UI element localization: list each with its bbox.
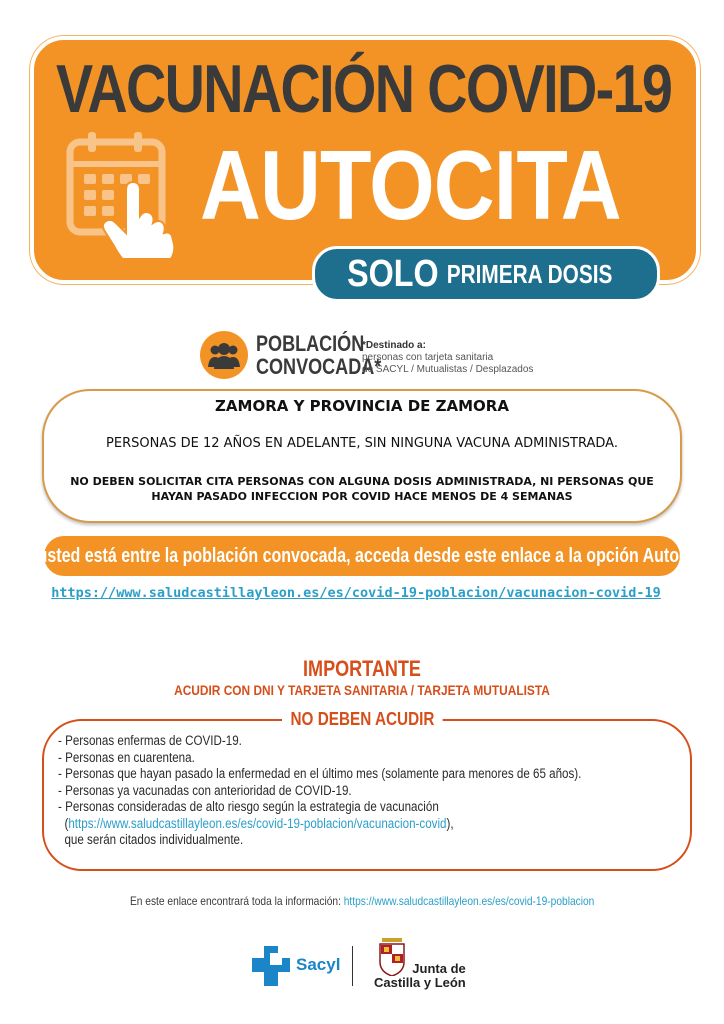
vacunacion-link[interactable]: https://www.saludcastillayleon.es/es/covid-19-poblacion/vacunacion-covid-19: [51, 585, 661, 601]
autocita-title: AUTOCITA: [200, 130, 621, 240]
poblacion-title-line1: POBLACIÓN: [256, 331, 365, 356]
list-item: que serán citados individualmente.: [64, 832, 244, 847]
list-item: - Personas enfermas de COVID-19.: [58, 733, 242, 748]
footer-text: En este enlace encontrará toda la información:: [129, 894, 341, 908]
importante-heading: IMPORTANTE: [303, 656, 421, 681]
zamora-warning: NO DEBEN SOLICITAR CITA PERSONAS CON ALGUNA DOSIS ADMINISTRADA, NI PERSONAS QUE HAYAN PASADO INFECCION POR COVID HACE MENOS DE 4 SEMANAS: [70, 475, 654, 503]
list-item-link-line: (https://www.saludcastillayleon.es/es/covid-19-poblacion/vacunacion-covid),: [64, 815, 454, 831]
list-item: - Personas ya vacunadas con anterioridad de COVID-19.: [58, 782, 352, 798]
footer-link[interactable]: https://www.saludcastillayleon.es/es/covid-19-poblacion: [343, 894, 595, 908]
page-title: VACUNACIÓN COVID-19: [56, 51, 672, 127]
access-bar: [17, 536, 707, 576]
footer-info: [0, 894, 724, 908]
no-acudir-list: [58, 733, 688, 849]
primera-dosis-badge: [312, 246, 660, 302]
note-line1: personas con tarjeta sanitaria: [362, 352, 494, 363]
access-bar-text: Si usted está entre la población convocada, acceda desde este enlace a la opción Autocita: [17, 544, 707, 567]
importante-subtitle: ACUDIR CON DNI Y TARJETA SANITARIA / TARJETA MUTUALISTA: [174, 682, 550, 698]
list-item: - Personas en cuarentena.: [58, 749, 195, 765]
note-line2: de SACYL / Mutualistas / Desplazados: [362, 364, 534, 375]
alto-riesgo-link[interactable]: https://www.saludcastillayleon.es/es/covid-19-poblacion/vacunacion-covid: [68, 815, 447, 831]
zamora-criteria: PERSONAS DE 12 AÑOS EN ADELANTE, SIN NINGUNA VACUNA ADMINISTRADA.: [106, 436, 618, 451]
poblacion-note: [362, 340, 533, 376]
junta-logo-text: [374, 962, 466, 990]
zamora-title: ZAMORA Y PROVINCIA DE ZAMORA: [215, 397, 509, 415]
sacyl-logo-text: Sacyl: [296, 955, 341, 974]
junta-line1: Junta de: [412, 961, 466, 976]
list-item: - Personas consideradas de alto riesgo según la estrategia de vacunación: [58, 799, 439, 814]
pill-solo: SOLO: [346, 252, 439, 295]
note-label: *Destinado a:: [362, 340, 426, 351]
junta-line2: Castilla y León: [374, 975, 466, 990]
logo-divider: [352, 946, 353, 986]
people-group-icon: [200, 331, 248, 379]
list-item: - Personas que hayan pasado la enfermedad en el último mes (solamente para menores de 65 años).: [58, 766, 582, 781]
poblacion-title-line2: CONVOCADA*: [256, 354, 382, 379]
calendar-hand-icon: [66, 128, 186, 258]
no-acudir-label: NO DEBEN ACUDIR: [282, 709, 443, 730]
pill-primera-dosis: PRIMERA DOSIS: [447, 258, 613, 289]
